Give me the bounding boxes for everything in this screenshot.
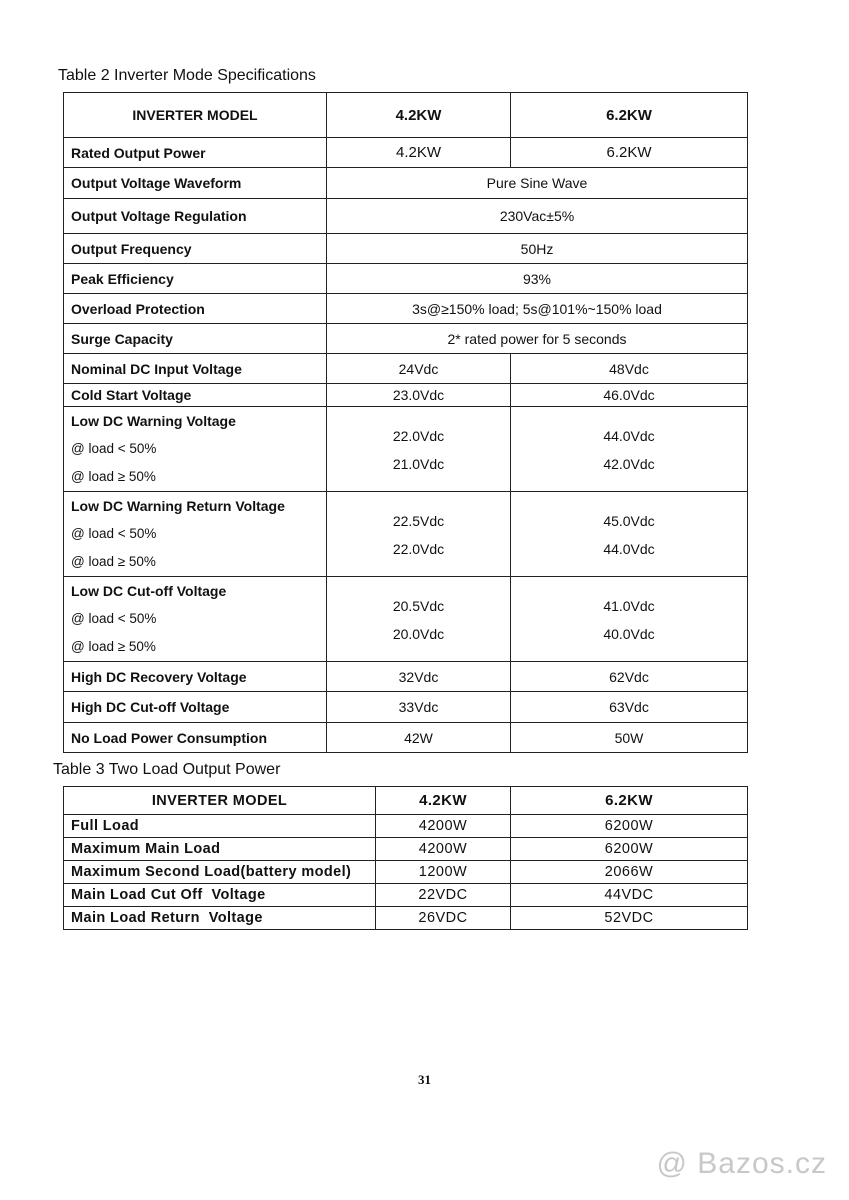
cell-value: 24Vdc <box>327 354 511 384</box>
cell-value: 21.0Vdc <box>392 456 445 472</box>
cell-value: 63Vdc <box>511 692 748 723</box>
cell-value: 33Vdc <box>327 692 511 723</box>
cell-value: 50W <box>511 723 748 753</box>
cell-value: 20.5Vdc <box>392 598 445 614</box>
row-label: Low DC Cut-off Voltage <box>71 583 227 599</box>
cell-value: 1200W <box>376 861 511 884</box>
cell-value: 22.0Vdc <box>392 428 445 444</box>
row-label: Maximum Second Load(battery model) <box>64 861 376 884</box>
cell-value: 230Vac±5% <box>327 199 748 234</box>
cell-value: 6200W <box>511 815 748 838</box>
table-row <box>64 723 748 753</box>
cell-value: 6.2KW <box>511 138 748 168</box>
table-header-row <box>64 93 748 138</box>
cell-value: 6200W <box>511 838 748 861</box>
cell-value: 42.0Vdc <box>603 456 655 472</box>
table-row <box>64 838 748 861</box>
table-header-row <box>64 787 748 815</box>
table-row <box>64 138 748 168</box>
sublabel-load-over-50: @ load ≥ 50% <box>71 639 156 654</box>
cell-value: 44.0Vdc <box>603 428 655 444</box>
row-label: Output Voltage Waveform <box>64 168 327 199</box>
table3-caption: Table 3 Two Load Output Power <box>53 761 281 778</box>
cell-value: 22.0Vdc <box>392 541 445 557</box>
row-label: Main Load Cut Off Voltage <box>64 884 376 907</box>
sublabel-load-under-50: @ load < 50% <box>71 526 157 541</box>
inverter-mode-spec-table <box>63 92 748 753</box>
table-row <box>64 861 748 884</box>
cell-value: 44VDC <box>511 884 748 907</box>
row-label-group <box>64 407 327 492</box>
table-row <box>64 907 748 930</box>
cell-value-group <box>327 577 511 662</box>
cell-value: 22VDC <box>376 884 511 907</box>
row-label-group <box>64 577 327 662</box>
sublabel-load-over-50: @ load ≥ 50% <box>71 469 156 484</box>
table-row <box>64 384 748 407</box>
cell-value: 20.0Vdc <box>392 626 445 642</box>
row-label: Maximum Main Load <box>64 838 376 861</box>
table-row <box>64 199 748 234</box>
header-col-4-2kw: 4.2KW <box>376 787 511 815</box>
page-number: 31 <box>418 1072 431 1087</box>
table-row <box>64 884 748 907</box>
row-label: Nominal DC Input Voltage <box>64 354 327 384</box>
row-label-group <box>64 492 327 577</box>
header-label: INVERTER MODEL <box>64 93 327 138</box>
cell-value: 32Vdc <box>327 662 511 692</box>
cell-value: 4.2KW <box>327 138 511 168</box>
cell-value: 52VDC <box>511 907 748 930</box>
row-label: Rated Output Power <box>64 138 327 168</box>
cell-value: 62Vdc <box>511 662 748 692</box>
cell-value: 22.5Vdc <box>392 513 445 529</box>
cell-value: 93% <box>327 264 748 294</box>
cell-value: 23.0Vdc <box>327 384 511 407</box>
cell-value: 26VDC <box>376 907 511 930</box>
cell-value-group <box>511 492 748 577</box>
sublabel-load-over-50: @ load ≥ 50% <box>71 554 156 569</box>
table-row <box>64 168 748 199</box>
cell-value-group <box>327 407 511 492</box>
sublabel-load-under-50: @ load < 50% <box>71 611 157 626</box>
table-row <box>64 492 748 577</box>
row-label: Peak Efficiency <box>64 264 327 294</box>
cell-value: 44.0Vdc <box>603 541 655 557</box>
row-label: High DC Cut-off Voltage <box>64 692 327 723</box>
cell-value: 48Vdc <box>511 354 748 384</box>
row-label: Cold Start Voltage <box>64 384 327 407</box>
row-label: Overload Protection <box>64 294 327 324</box>
row-label: Main Load Return Voltage <box>64 907 376 930</box>
table-row <box>64 815 748 838</box>
cell-value-group <box>511 407 748 492</box>
table-row <box>64 407 748 492</box>
cell-value: 41.0Vdc <box>603 598 655 614</box>
cell-value: 2066W <box>511 861 748 884</box>
table-row <box>64 264 748 294</box>
row-label: Low DC Warning Return Voltage <box>71 498 285 514</box>
row-label: Full Load <box>64 815 376 838</box>
row-label: No Load Power Consumption <box>64 723 327 753</box>
header-col-6-2kw: 6.2KW <box>511 93 748 138</box>
two-load-output-table <box>63 786 748 930</box>
row-label: Output Voltage Regulation <box>64 199 327 234</box>
cell-value-group <box>511 577 748 662</box>
cell-value: 4200W <box>376 815 511 838</box>
cell-value: 40.0Vdc <box>603 626 655 642</box>
bazos-watermark: @ Bazos.cz <box>656 1147 827 1180</box>
cell-value: 2* rated power for 5 seconds <box>327 324 748 354</box>
row-label: High DC Recovery Voltage <box>64 662 327 692</box>
header-col-6-2kw: 6.2KW <box>511 787 748 815</box>
table-row <box>64 662 748 692</box>
cell-value-group <box>327 492 511 577</box>
header-label: INVERTER MODEL <box>64 787 376 815</box>
cell-value: 3s@≥150% load; 5s@101%~150% load <box>327 294 748 324</box>
table-row <box>64 577 748 662</box>
cell-value: Pure Sine Wave <box>327 168 748 199</box>
row-label: Low DC Warning Voltage <box>71 413 236 429</box>
row-label: Surge Capacity <box>64 324 327 354</box>
table-row <box>64 692 748 723</box>
table-row <box>64 234 748 264</box>
cell-value: 4200W <box>376 838 511 861</box>
header-col-4-2kw: 4.2KW <box>327 93 511 138</box>
cell-value: 50Hz <box>327 234 748 264</box>
table-row <box>64 324 748 354</box>
sublabel-load-under-50: @ load < 50% <box>71 441 157 456</box>
cell-value: 46.0Vdc <box>511 384 748 407</box>
cell-value: 42W <box>327 723 511 753</box>
table2-caption: Table 2 Inverter Mode Specifications <box>58 67 316 84</box>
row-label: Output Frequency <box>64 234 327 264</box>
table-row <box>64 294 748 324</box>
cell-value: 45.0Vdc <box>603 513 655 529</box>
table-row <box>64 354 748 384</box>
